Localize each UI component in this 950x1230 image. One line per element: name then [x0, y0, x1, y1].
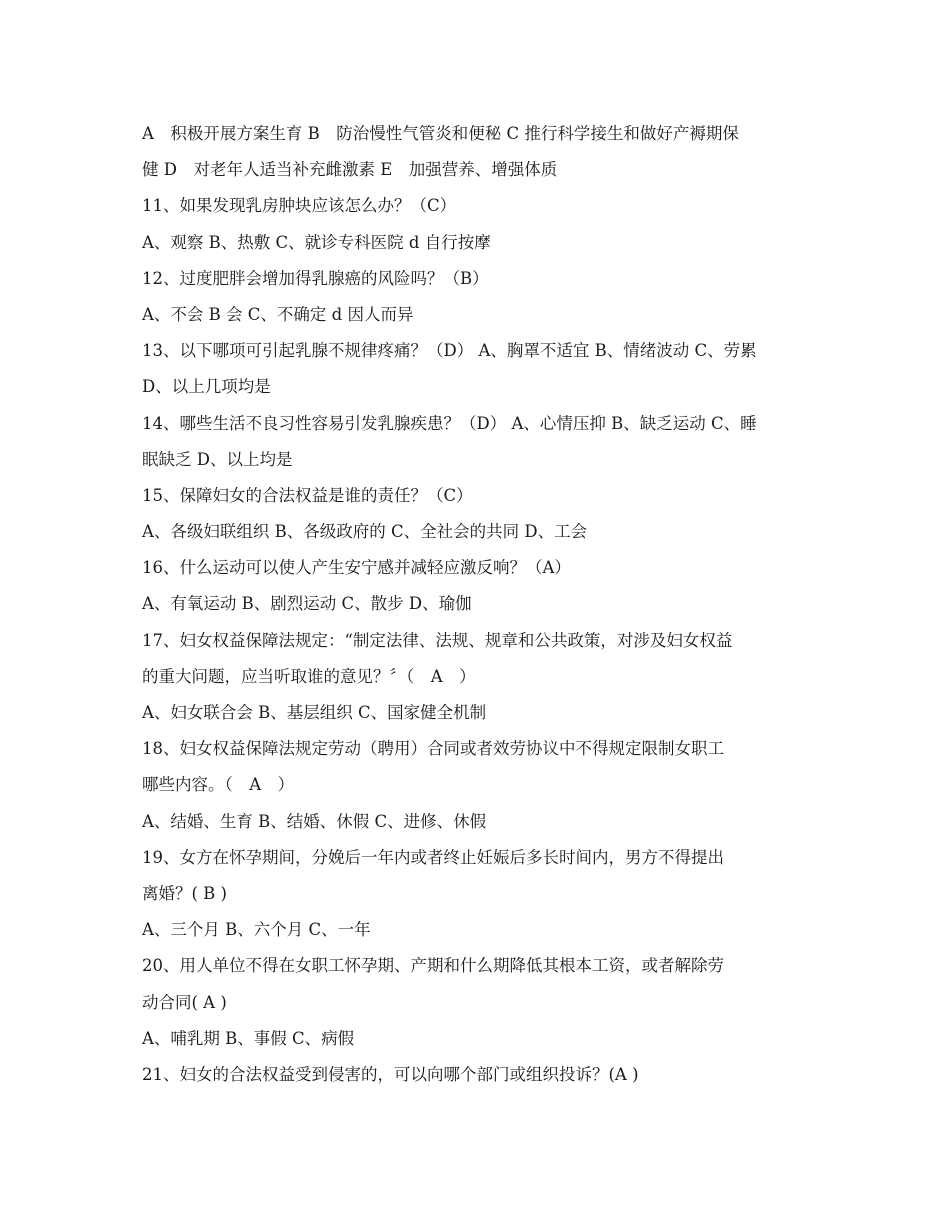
question-19: 19、女方在怀孕期间，分娩后一年内或者终止妊娠后多长时间内，男方不得提出: [142, 847, 724, 867]
options-14: 眠缺乏 D、以上均是: [142, 449, 293, 469]
document-body: [142, 116, 810, 1093]
question-20: 20、用人单位不得在女职工怀孕期、产期和什么期降低其根本工资，或者解除劳: [142, 956, 724, 976]
text-line: 健 D 对老年人适当补充雌激素 E 加强营养、增强体质: [142, 160, 558, 180]
question-14: 14、哪些生活不良习性容易引发乳腺疾患？（D） A、心情压抑 B、缺乏运动 C、睡: [142, 413, 757, 433]
text-line: A 积极开展方案生育 B 防治慢性气管炎和便秘 C 推行科学接生和做好产褥期保: [142, 124, 739, 143]
question-18-cont: 哪些内容。（ A ）: [142, 775, 295, 795]
options-17: A、妇女联合会 B、基层组织 C、国家健全机制: [142, 703, 487, 722]
question-18: 18、妇女权益保障法规定劳动（聘用）合同或者效劳协议中不得规定限制女职工: [142, 739, 724, 759]
question-17-cont: 的重大问题，应当听取谁的意见？〞（ A ）: [142, 666, 476, 686]
question-15: 15、保障妇女的合法权益是谁的责任？（C）: [142, 485, 473, 505]
question-19-cont: 离婚？( B ): [142, 883, 227, 903]
options-19: A、三个月 B、六个月 C、一年: [142, 920, 371, 940]
question-13: 13、以下哪项可引起乳腺不规律疼痛？（D） A、胸罩不适宜 B、情绪波动 C、劳累: [142, 341, 757, 361]
options-18: A、结婚、生育 B、结婚、休假 C、进修、休假: [142, 811, 487, 831]
question-21: 21、妇女的合法权益受到侵害的，可以向哪个部门或组织投诉？(A ): [142, 1064, 639, 1084]
options-13: D、以上几项均是: [142, 377, 271, 397]
options-16: A、有氧运动 B、剧烈运动 C、散步 D、瑜伽: [142, 594, 472, 614]
options-11: A、观察 B、热敷 C、就诊专科医院 d 自行按摩: [142, 232, 491, 252]
question-11: 11、如果发现乳房肿块应该怎么办？（C）: [142, 196, 457, 216]
options-15: A、各级妇联组织 B、各级政府的 C、全社会的共同 D、工会: [142, 522, 588, 542]
question-12: 12、过度肥胖会增加得乳腺癌的风险吗？（B）: [142, 268, 489, 288]
question-17: 17、妇女权益保障法规定：“制定法律、法规、规章和公共政策，对涉及妇女权益: [142, 630, 733, 650]
question-16: 16、什么运动可以使人产生安宁感并减轻应激反响？（A）: [142, 558, 571, 578]
question-20-cont: 动合同( A ): [142, 992, 227, 1012]
options-12: A、不会 B 会 C、不确定 d 因人而异: [142, 304, 414, 324]
options-20: A、哺乳期 B、事假 C、病假: [142, 1028, 355, 1048]
